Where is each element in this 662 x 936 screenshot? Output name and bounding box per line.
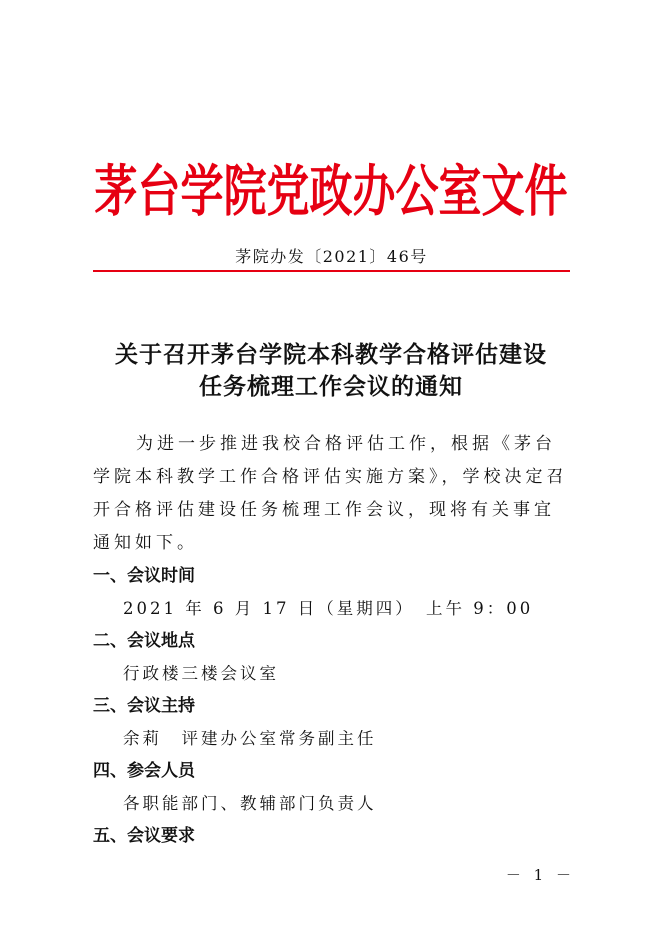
section-content: 行政楼三楼会议室 [123, 664, 279, 683]
document-body [93, 428, 575, 886]
red-divider [93, 270, 570, 272]
section-heading: 三、会议主持 [93, 696, 195, 716]
section-heading: 五、会议要求 [93, 826, 195, 846]
section-content: 2021 年 6 月 17 日（星期四） 上午 9：00 [123, 599, 534, 618]
section-heading: 二、会议地点 [93, 631, 195, 651]
title-line-1: 关于召开茅台学院本科教学合格评估建设 [115, 341, 547, 368]
page-number: － 1 － [505, 866, 575, 884]
section-content: 余莉 评建办公室常务副主任 [123, 729, 377, 748]
intro-paragraph: 为进一步推进我校合格评估工作，根据《茅台学院本科教学工作合格评估实施方案》，学校决定召开合格评估建设任务梳理工作会议，现将有关事宜通知如下。 [93, 434, 568, 553]
masthead-title: 茅台学院党政办公室文件 [94, 159, 568, 225]
section-heading: 四、参会人员 [93, 761, 195, 781]
title-line-2: 任务梳理工作会议的通知 [199, 373, 463, 400]
section-content: 各职能部门、教辅部门负责人 [123, 794, 377, 813]
section-heading: 一、会议时间 [93, 566, 195, 586]
document-number: 茅院办发〔2021〕46号 [235, 247, 428, 266]
